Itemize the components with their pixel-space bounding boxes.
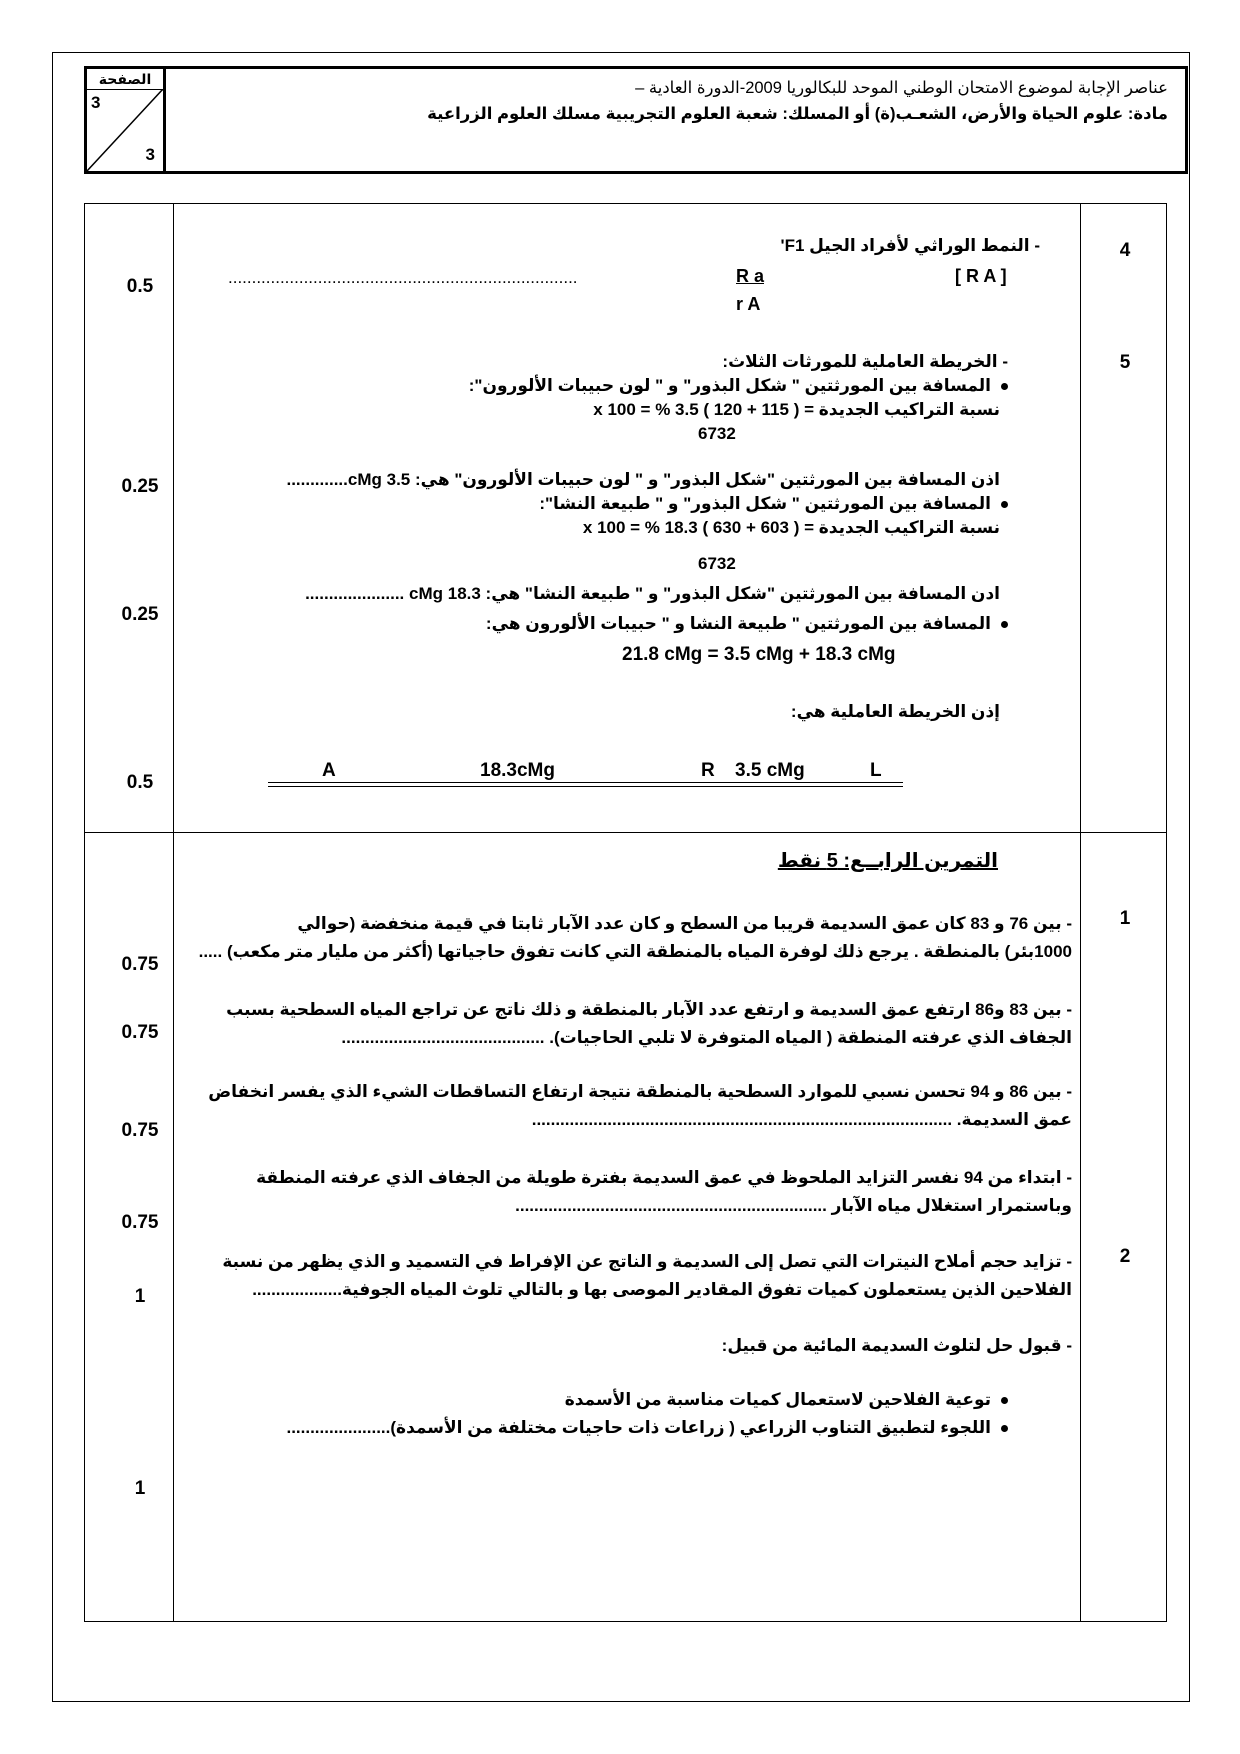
paragraph-3-line-2: عمق السديمة. ......................................................................................... (531, 1110, 1072, 1129)
header-line-2: مادة: علوم الحياة والأرض، الشعـب(ة) أو المسلك: شعبة العلوم التجريبية مسلك العلوم الزراعية (427, 105, 1168, 123)
page-label: الصفحة (87, 69, 163, 90)
genotype-dots: .......................................................................... (228, 268, 578, 287)
paragraph-3-line-1: - بين 86 و 94 تحسن نسبي للموارد السطحية بالمنطقة نتيجة ارتفاع التساقطات الشيء الذي يفسر انخفاض (208, 1082, 1072, 1101)
question-number-1: 1 (1119, 908, 1131, 929)
map-gene-R: R (701, 760, 715, 781)
distance-1-denominator: 6732 (698, 424, 736, 443)
page-total: 3 (145, 145, 155, 164)
question-column-divider (1080, 203, 1081, 1622)
page-number-box (84, 66, 166, 174)
score-column-divider (173, 203, 174, 1622)
paragraph-2-line-2: الجفاف الذي عرفته المنطقة ( المياه المتوفرة لا تلبي الحاجيات). ........................................... (341, 1028, 1072, 1047)
header-line-1: عناصر الإجابة لموضوع الامتحان الوطني الموحد للبكالوريا 2009-الدورة العادية – (635, 79, 1168, 97)
exercise-4-title: التمرين الرابــع: 5 نقط (777, 850, 998, 872)
score-genotype: 0.5 (126, 276, 154, 297)
distance-1-formula: نسبة التراكيب الجديدة = ( 115 + 120 ) x 100 = % 3.5 (593, 400, 1000, 419)
distance-2-heading: المسافة بين المورثتين " شكل البذور" و " طبيعة النشا": (539, 494, 1008, 514)
map-distance-AR: 18.3cMg (480, 760, 555, 781)
paragraph-6-heading: - قبول حل لتلوث السديمة المائية من قبيل: (721, 1336, 1072, 1355)
distance-2-denominator: 6732 (698, 554, 736, 573)
paragraph-5-line-2: الفلاحين الذين يستعملون كميات تفوق المقادير الموصى بها و بالتالي تلوث المياه الجوفية................... (252, 1280, 1072, 1299)
bullet-icon (1001, 1397, 1008, 1404)
question-number-4: 4 (1119, 240, 1131, 261)
distance-2-conclusion: ادن المسافة بين المورثتين "شكل البذور" و " طبيعة النشا" هي: 18.3 cMg ..................... (305, 584, 1000, 603)
solution-1: توعية الفلاحين لاستعمال كميات مناسبة من الأسمدة (565, 1390, 1008, 1410)
score-p2: 0.75 (121, 1022, 159, 1043)
score-p3: 0.75 (121, 1120, 159, 1141)
genotype-bracket: [ R A ] (955, 266, 1007, 286)
paragraph-1-line-1: - بين 76 و 83 كان عمق السديمة قريبا من السطح و كان عدد الآبار ثابتا في قيمة منخفضة (حوالي (297, 914, 1072, 933)
distance-2-formula: نسبة التراكيب الجديدة = ( 603 + 630 ) x 100 = % 18.3 (582, 518, 1000, 537)
distance-1-conclusion: اذن المسافة بين المورثتين "شكل البذور" و " لون حبيبات الألورون" هي: 3.5 cMg............. (286, 470, 1000, 489)
solution-2: اللجوء لتطبيق التناوب الزراعي ( زراعات ذات حاجيات مختلفة من الأسمدة)...................... (286, 1418, 1008, 1438)
map-gene-L: L (870, 760, 882, 781)
row-divider (84, 832, 1167, 833)
paragraph-1-line-2: 1000بئر) بالمنطقة . يرجع ذلك لوفرة المياه بالمنطقة التي كانت تفوق حاجياتها (أكثر من مليار متر مكعب) ..... (198, 942, 1072, 961)
genotype-heading: - النمط الوراثي لأفراد الجيل F1' (780, 236, 1040, 255)
question-number-2: 2 (1119, 1246, 1131, 1267)
genotype-bottom: r A (736, 294, 761, 314)
bullet-icon (1001, 621, 1008, 628)
genotype-top: R a (736, 266, 765, 286)
paragraph-4-line-2: وباستمرار استغلال مياه الآبار .................................................................. (515, 1196, 1072, 1215)
paragraph-5-line-1: - تزايد حجم أملاح النيترات التي تصل إلى السديمة و الناتج عن الإفراط في التسميد و الذي يظهر من نسبة (222, 1252, 1072, 1271)
distance-3-formula: 21.8 cMg = 3.5 cMg + 18.3 cMg (622, 644, 896, 665)
map-title: - الخريطة العاملية للمورثات الثلاث: (722, 352, 1008, 371)
page-number: 3 (91, 93, 101, 112)
map-intro: إذن الخريطة العاملية هي: (790, 702, 1000, 721)
score-p1: 0.75 (121, 954, 159, 975)
paragraph-4-line-1: - ابتداء من 94 نفسر التزايد الملحوظ في عمق السديمة بفترة طويلة من الجفاف الذي عرفته المنطقة (256, 1168, 1072, 1187)
distance-3-heading: المسافة بين المورثتين " طبيعة النشا و " حبيبات الألورون هي: (486, 614, 1008, 634)
factor-map-line (268, 782, 903, 783)
score-p6: 1 (134, 1478, 146, 1499)
question-number-5: 5 (1119, 352, 1131, 373)
bullet-icon (1001, 501, 1008, 508)
score-p5: 1 (134, 1286, 146, 1307)
distance-1-heading: المسافة بين المورثتين " شكل البذور" و " لون حبيبات الألورون": (469, 376, 1008, 396)
bullet-icon (1001, 383, 1008, 390)
bullet-icon (1001, 1425, 1008, 1432)
map-distance-RL: 3.5 cMg (735, 760, 805, 781)
score-distance-1: 0.25 (121, 476, 159, 497)
score-distance-2: 0.25 (121, 604, 159, 625)
factor-map-line-double (268, 786, 903, 787)
score-map: 0.5 (126, 772, 154, 793)
paragraph-2-line-1: - بين 83 و86 ارتفع عمق السديمة و ارتفع عدد الآبار بالمنطقة و ذلك ناتج عن تراجع المياه السطحية بسبب (226, 1000, 1072, 1019)
map-gene-A: A (322, 760, 336, 781)
score-p4: 0.75 (121, 1212, 159, 1233)
